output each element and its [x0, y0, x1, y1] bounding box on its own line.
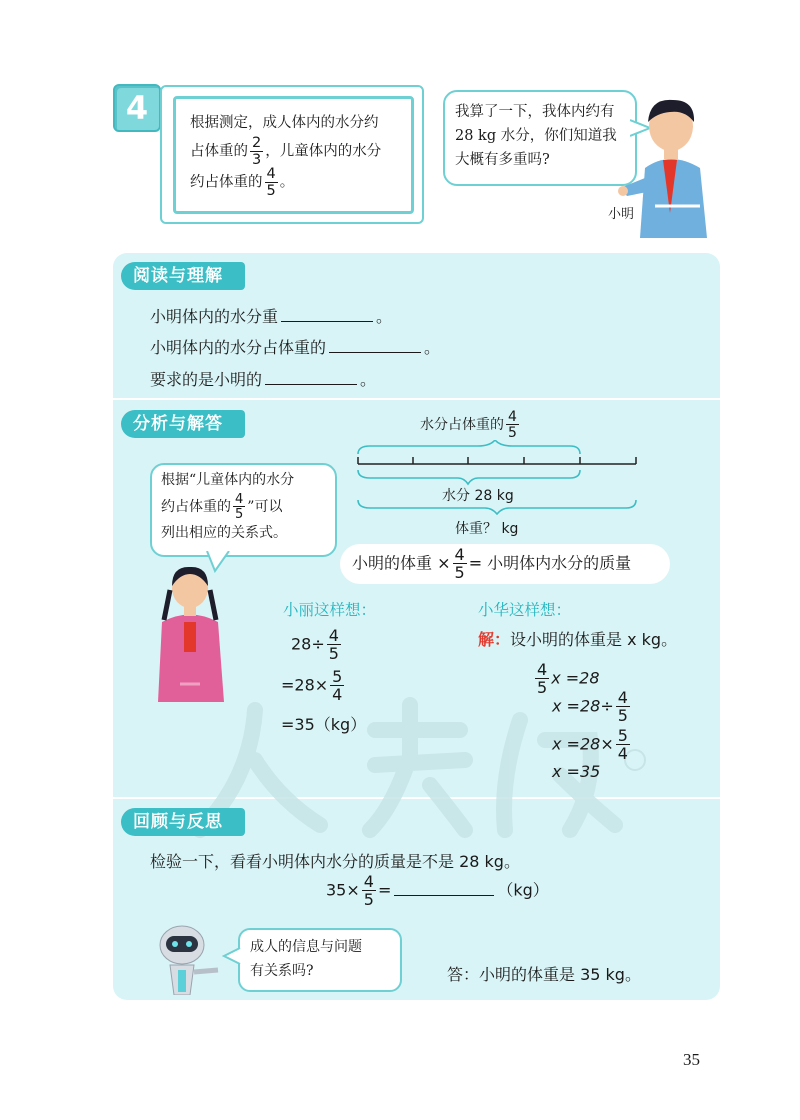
girl-illustration: [150, 562, 230, 702]
bubble-tail-icon: [222, 948, 242, 968]
review-check-text: 检验一下，看看小明体内水分的质量是不是 28 kg。: [150, 852, 520, 871]
xiaoli-step-1: 28÷ $\frac{4}{5}$: [291, 626, 339, 663]
final-answer: 答：小明的体重是 35 kg。: [447, 965, 641, 984]
boy-name-label: 小明: [608, 207, 635, 222]
problem-number: 4: [125, 89, 149, 127]
xiaohua-step-3: x =28× $\frac{5}{4}$: [552, 726, 628, 763]
section-divider: [113, 398, 720, 400]
diagram-top-label: 水分占体重的 $\frac{4}{5}$: [420, 409, 517, 441]
section-title-reading: 阅读与理解: [121, 262, 245, 290]
diagram-weight-label: 体重？ kg: [455, 521, 519, 537]
xiaohua-step-4: x =35: [552, 762, 601, 781]
reading-line-2: 小明体内的水分占体重的 。: [150, 338, 441, 357]
robot-illustration: [150, 920, 230, 995]
fact-text: 根据测定，成人体内的水分约 占体重的 $\frac{2}{3}$ ，儿童体内的水分 约占体重的 $\frac{4}{5}$ 。: [190, 115, 382, 199]
answer-blank[interactable]: [329, 336, 421, 353]
answer-blank[interactable]: [265, 368, 357, 385]
diagram-water-label: 水分 28 kg: [442, 488, 514, 504]
girl-speech-text: 根据“儿童体内的水分 约占体重的 $\frac{4}{5}$ ”可以 列出相应的关系式。: [161, 472, 295, 541]
reading-line-3: 要求的是小明的 。: [150, 370, 377, 389]
xiaoli-heading: 小丽这样想：: [283, 601, 377, 619]
xiaoli-step-3: =35（kg）: [281, 715, 367, 734]
xiaoli-step-2: =28× $\frac{5}{4}$: [281, 667, 343, 704]
problem-number-badge: [113, 84, 161, 132]
xiaohua-step-2: x =28÷ $\frac{4}{5}$: [552, 688, 628, 725]
answer-blank[interactable]: [394, 879, 494, 896]
xiaohua-step-1: $\frac{4}{5}$ x =28: [537, 660, 600, 697]
boy-speech-text: 我算了一下，我体内约有 28 kg 水分，你们知道我 大概有多重吗?: [455, 104, 617, 168]
relation-formula: 小明的体重 × $\frac{4}{5}$ = 小明体内水分的质量: [352, 545, 632, 582]
review-calculation: 35× $\frac{4}{5}$ = （kg）: [326, 872, 549, 909]
answer-blank[interactable]: [281, 305, 373, 322]
robot-speech-text: 成人的信息与问题 有关系吗?: [250, 939, 362, 979]
page-number: 35: [683, 1050, 700, 1069]
section-title-review: 回顾与反思: [121, 808, 245, 836]
reading-line-1: 小明体内的水分重 。: [150, 307, 393, 326]
xiaohua-heading: 小华这样想：: [478, 601, 572, 619]
fraction-two-thirds: $\frac{2}{3}$: [252, 135, 262, 168]
xiaohua-setup: 解：设小明的体重是 x kg。: [478, 630, 678, 649]
fraction-four-fifths: $\frac{4}{5}$: [266, 166, 276, 199]
section-title-analysis: 分析与解答: [121, 410, 245, 438]
